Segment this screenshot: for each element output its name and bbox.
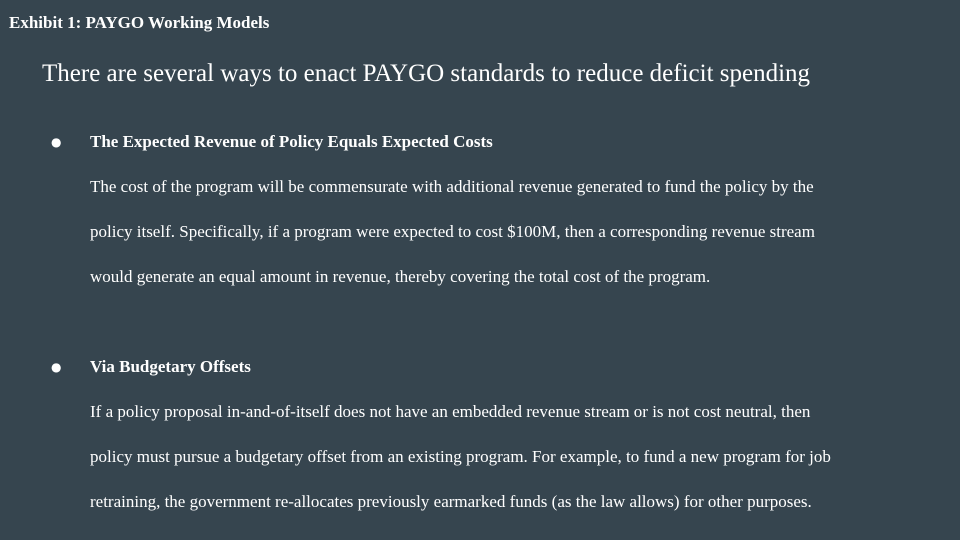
body-line: policy must pursue a budgetary offset from an existing program. For example, to fund a new program for job [90, 447, 831, 466]
body-line: The cost of the program will be commensurate with additional revenue generated to fund the policy by the [90, 177, 814, 196]
body-line: would generate an equal amount in revenue, thereby covering the total cost of the program. [90, 267, 711, 286]
bullet-title: Via Budgetary Offsets [90, 357, 251, 376]
exhibit-label: Exhibit 1: PAYGO Working Models [9, 13, 270, 32]
body-line: If a policy proposal in-and-of-itself does not have an embedded revenue stream or is not cost neutral, then [90, 402, 811, 421]
bullet-point-icon: ● [51, 135, 62, 149]
bullet-body [90, 176, 950, 311]
slide-heading: There are several ways to enact PAYGO standards to reduce deficit spending [42, 60, 811, 87]
bullet-body [90, 401, 950, 536]
body-line: policy itself. Specifically, if a program were expected to cost $100M, then a corresponding revenue stream [90, 222, 815, 241]
bullet-title: The Expected Revenue of Policy Equals Expected Costs [90, 132, 493, 151]
body-line: retraining, the government re-allocates previously earmarked funds (as the law allows) for other purposes. [90, 492, 812, 511]
bullet-point-icon: ● [51, 360, 62, 374]
